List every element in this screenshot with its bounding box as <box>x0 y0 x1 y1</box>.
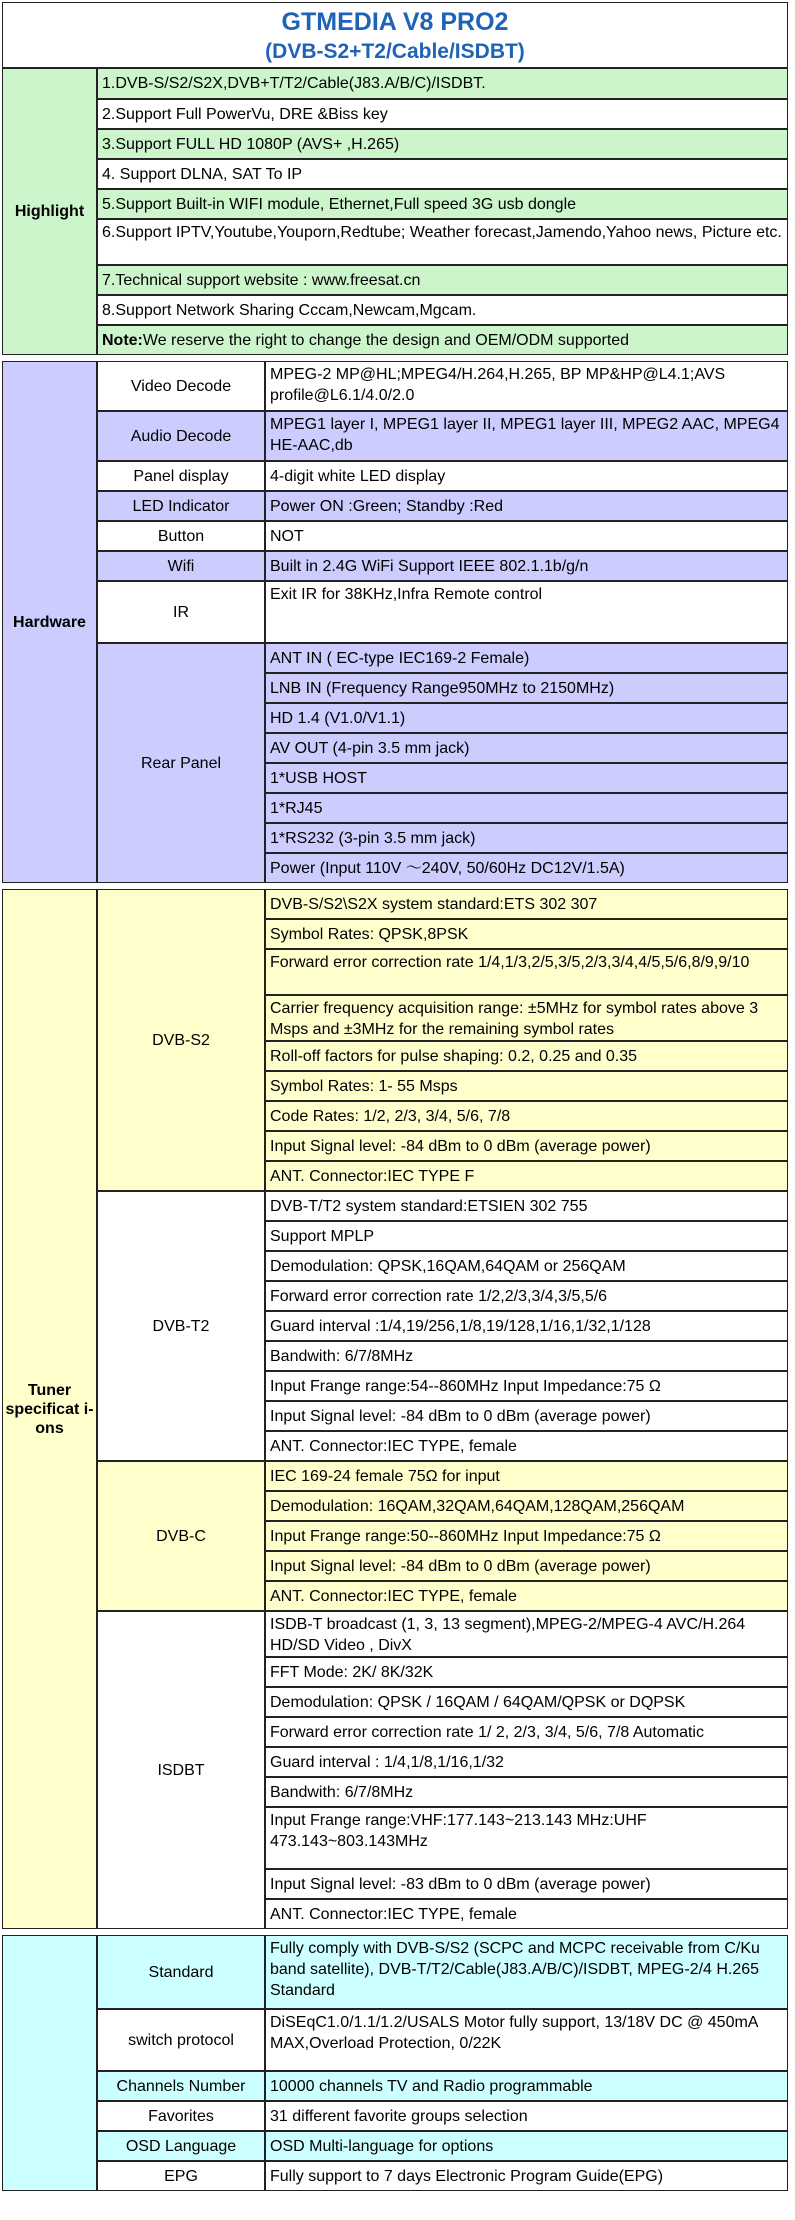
highlight-item-text: 5.Support Built-in WIFI module, Ethernet,Full speed 3G usb dongle <box>102 195 577 213</box>
tuner-isdbt-item <box>265 1747 788 1777</box>
tuner-dvbt2-item-text: DVB-T/T2 system standard:ETSIEN 302 755 <box>270 1197 588 1215</box>
title-block <box>2 2 788 68</box>
tuner-isdbt-item-text: Forward error correction rate 1/ 2, 2/3, 3/4, 5/6, 7/8 Automatic <box>270 1723 704 1741</box>
tuner-dvbt2-item-text: ANT. Connector:IEC TYPE, female <box>270 1437 517 1455</box>
general-row-value <box>265 2161 788 2191</box>
hardware-row-value-text: MPEG1 layer I, MPEG1 layer II, MPEG1 layer III, MPEG2 AAC, MPEG4 HE-AAC,db <box>270 416 780 454</box>
hardware-row-name <box>97 461 265 491</box>
tuner-dvbt2-item <box>265 1251 788 1281</box>
hardware-row-value-text: Exit IR for 38KHz,Infra Remote control <box>270 586 543 603</box>
highlight-item-text: 3.Support FULL HD 1080P (AVS+ ,H.265) <box>102 135 400 153</box>
tuner-section-label <box>2 889 97 1929</box>
hardware-row-name-text: Button <box>157 527 205 545</box>
general-row-name-text: Channels Number <box>116 2077 246 2095</box>
general-row-value-text: OSD Multi-language for options <box>270 2137 494 2155</box>
hardware-row-value <box>265 521 788 551</box>
hardware-row-name <box>97 581 265 643</box>
general-row-value-text: DiSEqC1.0/1.1/1.2/USALS Motor fully support, 13/18V DC @ 450mA MAX,Overload Protection, 0/22K <box>270 2014 758 2052</box>
tuner-section-label-text: Tuner specificat i-ons <box>5 1381 94 1437</box>
tuner-isdbt-item-text: ISDB-T broadcast (1, 3, 13 segment),MPEG-2/MPEG-4 AVC/H.264 HD/SD Video , DivX <box>270 1616 746 1654</box>
hardware-row-name-text: LED Indicator <box>132 497 230 515</box>
tuner-dvbs2-item-text: Roll-off factors for pulse shaping: 0.2, 0.25 and 0.35 <box>270 1047 638 1065</box>
tuner-dvbs2-item-text: Symbol Rates: 1- 55 Msps <box>270 1077 458 1095</box>
general-row-name <box>97 2071 265 2101</box>
tuner-dvbt2-item-text: Bandwith: 6/7/8MHz <box>270 1347 414 1365</box>
rear-panel-item-text: Power (Input 110V ～240V, 50/60Hz DC12V/1.5A) <box>270 859 625 877</box>
hardware-row-value <box>265 461 788 491</box>
tuner-isdbt-item-text: Bandwith: 6/7/8MHz <box>270 1783 414 1801</box>
tuner-dvbc-label <box>97 1461 265 1611</box>
tuner-isdbt-item-text: ANT. Connector:IEC TYPE, female <box>270 1905 517 1923</box>
general-row-value-text: Fully support to 7 days Electronic Program Guide(EPG) <box>270 2167 664 2185</box>
hardware-row-name-text: Panel display <box>133 467 229 485</box>
highlight-item <box>97 129 788 159</box>
general-row-name-text: Standard <box>148 1963 214 1981</box>
rear-panel-label <box>97 643 265 883</box>
general-section-label <box>2 1935 97 2191</box>
rear-panel-item <box>265 703 788 733</box>
tuner-dvbs2-item <box>265 1101 788 1131</box>
hardware-section-label-text: Hardware <box>13 613 86 631</box>
general-row-value-text: 31 different favorite groups selection <box>270 2107 528 2125</box>
tuner-dvbt2-item-text: Input Frange range:54--860MHz Input Impedance:75 Ω <box>270 1377 661 1395</box>
highlight-item <box>97 295 788 325</box>
general-row-value <box>265 2071 788 2101</box>
rear-panel-item <box>265 733 788 763</box>
tuner-dvbs2-item <box>265 949 788 995</box>
tuner-dvbt2-item <box>265 1221 788 1251</box>
general-row-value <box>265 2101 788 2131</box>
tuner-isdbt-item <box>265 1717 788 1747</box>
general-row-value <box>265 2009 788 2071</box>
tuner-isdbt-item-text: Input Frange range:VHF:177.143~213.143 MHz:UHF 473.143~803.143MHz <box>270 1812 647 1850</box>
tuner-dvbt2-item <box>265 1281 788 1311</box>
tuner-dvbs2-item <box>265 889 788 919</box>
tuner-dvbs2-item <box>265 1131 788 1161</box>
tuner-dvbs2-item-text: ANT. Connector:IEC TYPE F <box>270 1167 475 1185</box>
hardware-row-value <box>265 411 788 461</box>
tuner-dvbt2-label-text: DVB-T2 <box>152 1317 210 1335</box>
tuner-isdbt-item <box>265 1899 788 1929</box>
tuner-isdbt-item <box>265 1687 788 1717</box>
tuner-isdbt-item <box>265 1611 788 1657</box>
general-row-name <box>97 2101 265 2131</box>
tuner-dvbs2-item-text: Code Rates: 1/2, 2/3, 3/4, 5/6, 7/8 <box>270 1107 511 1125</box>
general-row-name <box>97 1935 265 2009</box>
highlight-item <box>97 159 788 189</box>
general-row-name-text: OSD Language <box>125 2137 237 2155</box>
tuner-dvbc-item <box>265 1521 788 1551</box>
highlight-item <box>97 219 788 265</box>
rear-panel-item <box>265 823 788 853</box>
tuner-dvbc-item <box>265 1581 788 1611</box>
tuner-dvbt2-item <box>265 1371 788 1401</box>
general-row-name <box>97 2161 265 2191</box>
hardware-row-name-text: Audio Decode <box>130 427 232 445</box>
hardware-row-name-text: Video Decode <box>130 377 232 395</box>
hardware-row-name <box>97 491 265 521</box>
product-title: GTMEDIA V8 PRO2 <box>281 8 509 36</box>
general-row-value-text: 10000 channels TV and Radio programmable <box>270 2077 593 2095</box>
highlight-item <box>97 99 788 129</box>
hardware-row-value <box>265 581 788 643</box>
general-row-name <box>97 2009 265 2071</box>
rear-panel-item-text: 1*RJ45 <box>270 799 323 817</box>
hardware-row-name-text: Wifi <box>167 557 195 575</box>
tuner-dvbs2-item <box>265 1071 788 1101</box>
tuner-dvbt2-item-text: Guard interval :1/4,19/256,1/8,19/128,1/16,1/32,1/128 <box>270 1317 651 1335</box>
tuner-dvbs2-item-text: Forward error correction rate 1/4,1/3,2/5,3/5,2/3,3/4,4/5,5/6,8/9,9/10 <box>270 954 750 971</box>
tuner-dvbc-item-text: Input Frange range:50--860MHz Input Impedance:75 Ω <box>270 1527 661 1545</box>
tuner-dvbc-item <box>265 1461 788 1491</box>
rear-panel-item <box>265 673 788 703</box>
rear-panel-item-text: 1*RS232 (3-pin 3.5 mm jack) <box>270 829 476 847</box>
highlight-note <box>97 325 788 355</box>
tuner-dvbs2-item <box>265 995 788 1041</box>
tuner-dvbs2-item-text: Input Signal level: -84 dBm to 0 dBm (average power) <box>270 1137 651 1155</box>
tuner-dvbs2-item <box>265 919 788 949</box>
hardware-row-value-text: MPEG-2 MP@HL;MPEG4/H.264,H.265, BP MP&HP@L4.1;AVS profile@L6.1/4.0/2.0 <box>270 366 726 404</box>
hardware-row-name-text: IR <box>173 603 189 621</box>
rear-panel-item <box>265 763 788 793</box>
tuner-dvbs2-item-text: Symbol Rates: QPSK,8PSK <box>270 925 469 943</box>
tuner-dvbs2-label <box>97 889 265 1191</box>
general-row-value <box>265 1935 788 2009</box>
hardware-row-name <box>97 521 265 551</box>
tuner-dvbc-label-text: DVB-C <box>156 1527 206 1545</box>
tuner-dvbc-item-text: Input Signal level: -84 dBm to 0 dBm (average power) <box>270 1557 651 1575</box>
hardware-row-value <box>265 361 788 411</box>
rear-panel-item <box>265 643 788 673</box>
hardware-row-name <box>97 551 265 581</box>
highlight-item-text: 6.Support IPTV,Youtube,Youporn,Redtube; Weather forecast,Jamendo,Yahoo news, Picture etc. <box>102 224 782 241</box>
note-text: We reserve the right to change the design and OEM/ODM supported <box>142 331 630 349</box>
highlight-item <box>97 265 788 295</box>
tuner-isdbt-item-text: FFT Mode: 2K/ 8K/32K <box>270 1663 434 1681</box>
tuner-dvbs2-label-text: DVB-S2 <box>152 1031 210 1049</box>
tuner-dvbt2-label <box>97 1191 265 1461</box>
tuner-dvbt2-item <box>265 1401 788 1431</box>
tuner-dvbs2-item <box>265 1161 788 1191</box>
highlight-item <box>97 189 788 219</box>
rear-panel-item <box>265 853 788 883</box>
highlight-item-text: 8.Support Network Sharing Cccam,Newcam,Mgcam. <box>102 301 477 319</box>
tuner-isdbt-label <box>97 1611 265 1929</box>
tuner-dvbt2-item-text: Support MPLP <box>270 1227 375 1245</box>
tuner-isdbt-item-text: Demodulation: QPSK / 16QAM / 64QAM/QPSK or DQPSK <box>270 1693 686 1711</box>
tuner-dvbt2-item-text: Forward error correction rate 1/2,2/3,3/4,3/5,5/6 <box>270 1287 608 1305</box>
tuner-dvbs2-item-text: Carrier frequency acquisition range: ±5MHz for symbol rates above 3 Msps and ±3MHz for the remaining symbol rates <box>270 1000 759 1038</box>
tuner-dvbc-item-text: IEC 169-24 female 75Ω for input <box>270 1467 500 1485</box>
general-row-value <box>265 2131 788 2161</box>
tuner-isdbt-item <box>265 1657 788 1687</box>
tuner-isdbt-item-text: Input Signal level: -83 dBm to 0 dBm (average power) <box>270 1875 651 1893</box>
rear-panel-item-text: AV OUT (4-pin 3.5 mm jack) <box>270 739 470 757</box>
hardware-row-name <box>97 411 265 461</box>
hardware-row-value <box>265 551 788 581</box>
tuner-dvbs2-item-text: DVB-S/S2\S2X system standard:ETS 302 307 <box>270 895 598 913</box>
highlight-item <box>97 68 788 99</box>
highlight-item-text: 1.DVB-S/S2/S2X,DVB+T/T2/Cable(J83.A/B/C)/ISDBT. <box>102 75 486 92</box>
hardware-row-name <box>97 361 265 411</box>
tuner-dvbt2-item-text: Input Signal level: -84 dBm to 0 dBm (average power) <box>270 1407 651 1425</box>
tuner-dvbt2-item <box>265 1311 788 1341</box>
rear-panel-label-text: Rear Panel <box>140 754 222 772</box>
tuner-dvbc-item <box>265 1551 788 1581</box>
general-row-name <box>97 2131 265 2161</box>
general-row-name-text: switch protocol <box>128 2031 234 2049</box>
hardware-row-value-text: Built in 2.4G WiFi Support IEEE 802.1.1b/g/n <box>270 557 589 575</box>
tuner-dvbc-item-text: ANT. Connector:IEC TYPE, female <box>270 1587 517 1605</box>
general-row-name-text: EPG <box>164 2167 198 2185</box>
rear-panel-item-text: LNB IN (Frequency Range950MHz to 2150MHz) <box>270 679 615 697</box>
tuner-dvbt2-item <box>265 1341 788 1371</box>
rear-panel-item-text: 1*USB HOST <box>270 769 367 787</box>
highlight-item-text: 4. Support DLNA, SAT To IP <box>102 165 303 183</box>
tuner-isdbt-item-text: Guard interval : 1/4,1/8,1/16,1/32 <box>270 1753 504 1771</box>
hardware-section-label <box>2 361 97 883</box>
tuner-dvbs2-item <box>265 1041 788 1071</box>
tuner-isdbt-label-text: ISDBT <box>157 1761 205 1779</box>
highlight-section-label-text: Highlight <box>14 203 85 220</box>
product-subtitle: (DVB-S2+T2/Cable/ISDBT) <box>265 40 525 63</box>
general-row-name-text: Favorites <box>148 2107 214 2125</box>
tuner-isdbt-item <box>265 1869 788 1899</box>
hardware-row-value <box>265 491 788 521</box>
tuner-dvbt2-item <box>265 1431 788 1461</box>
rear-panel-item-text: ANT IN ( EC-type IEC169-2 Female) <box>270 649 530 667</box>
tuner-dvbt2-item-text: Demodulation: QPSK,16QAM,64QAM or 256QAM <box>270 1257 626 1275</box>
tuner-dvbc-item-text: Demodulation: 16QAM,32QAM,64QAM,128QAM,256QAM <box>270 1497 685 1515</box>
highlight-item-text: 7.Technical support website : www.freesat.cn <box>102 271 421 289</box>
general-row-value-text: Fully comply with DVB-S/S2 (SCPC and MCPC receivable from C/Ku band satellite), DVB-T/T2/Cable(J83.A/B/C)/ISDBT, MPEG-2/4 H.265 Standard <box>270 1940 760 1999</box>
tuner-isdbt-item <box>265 1807 788 1869</box>
note-label: Note: <box>102 331 143 349</box>
hardware-row-value-text: 4-digit white LED display <box>270 467 446 485</box>
tuner-isdbt-item <box>265 1777 788 1807</box>
hardware-row-value-text: Power ON :Green; Standby :Red <box>270 497 503 515</box>
hardware-row-value-text: NOT <box>270 527 304 545</box>
highlight-item-text: 2.Support Full PowerVu, DRE &Biss key <box>102 105 388 123</box>
tuner-dvbc-item <box>265 1491 788 1521</box>
rear-panel-item <box>265 793 788 823</box>
highlight-section-label <box>2 68 97 355</box>
rear-panel-item-text: HD 1.4 (V1.0/V1.1) <box>270 709 406 727</box>
tuner-dvbt2-item <box>265 1191 788 1221</box>
